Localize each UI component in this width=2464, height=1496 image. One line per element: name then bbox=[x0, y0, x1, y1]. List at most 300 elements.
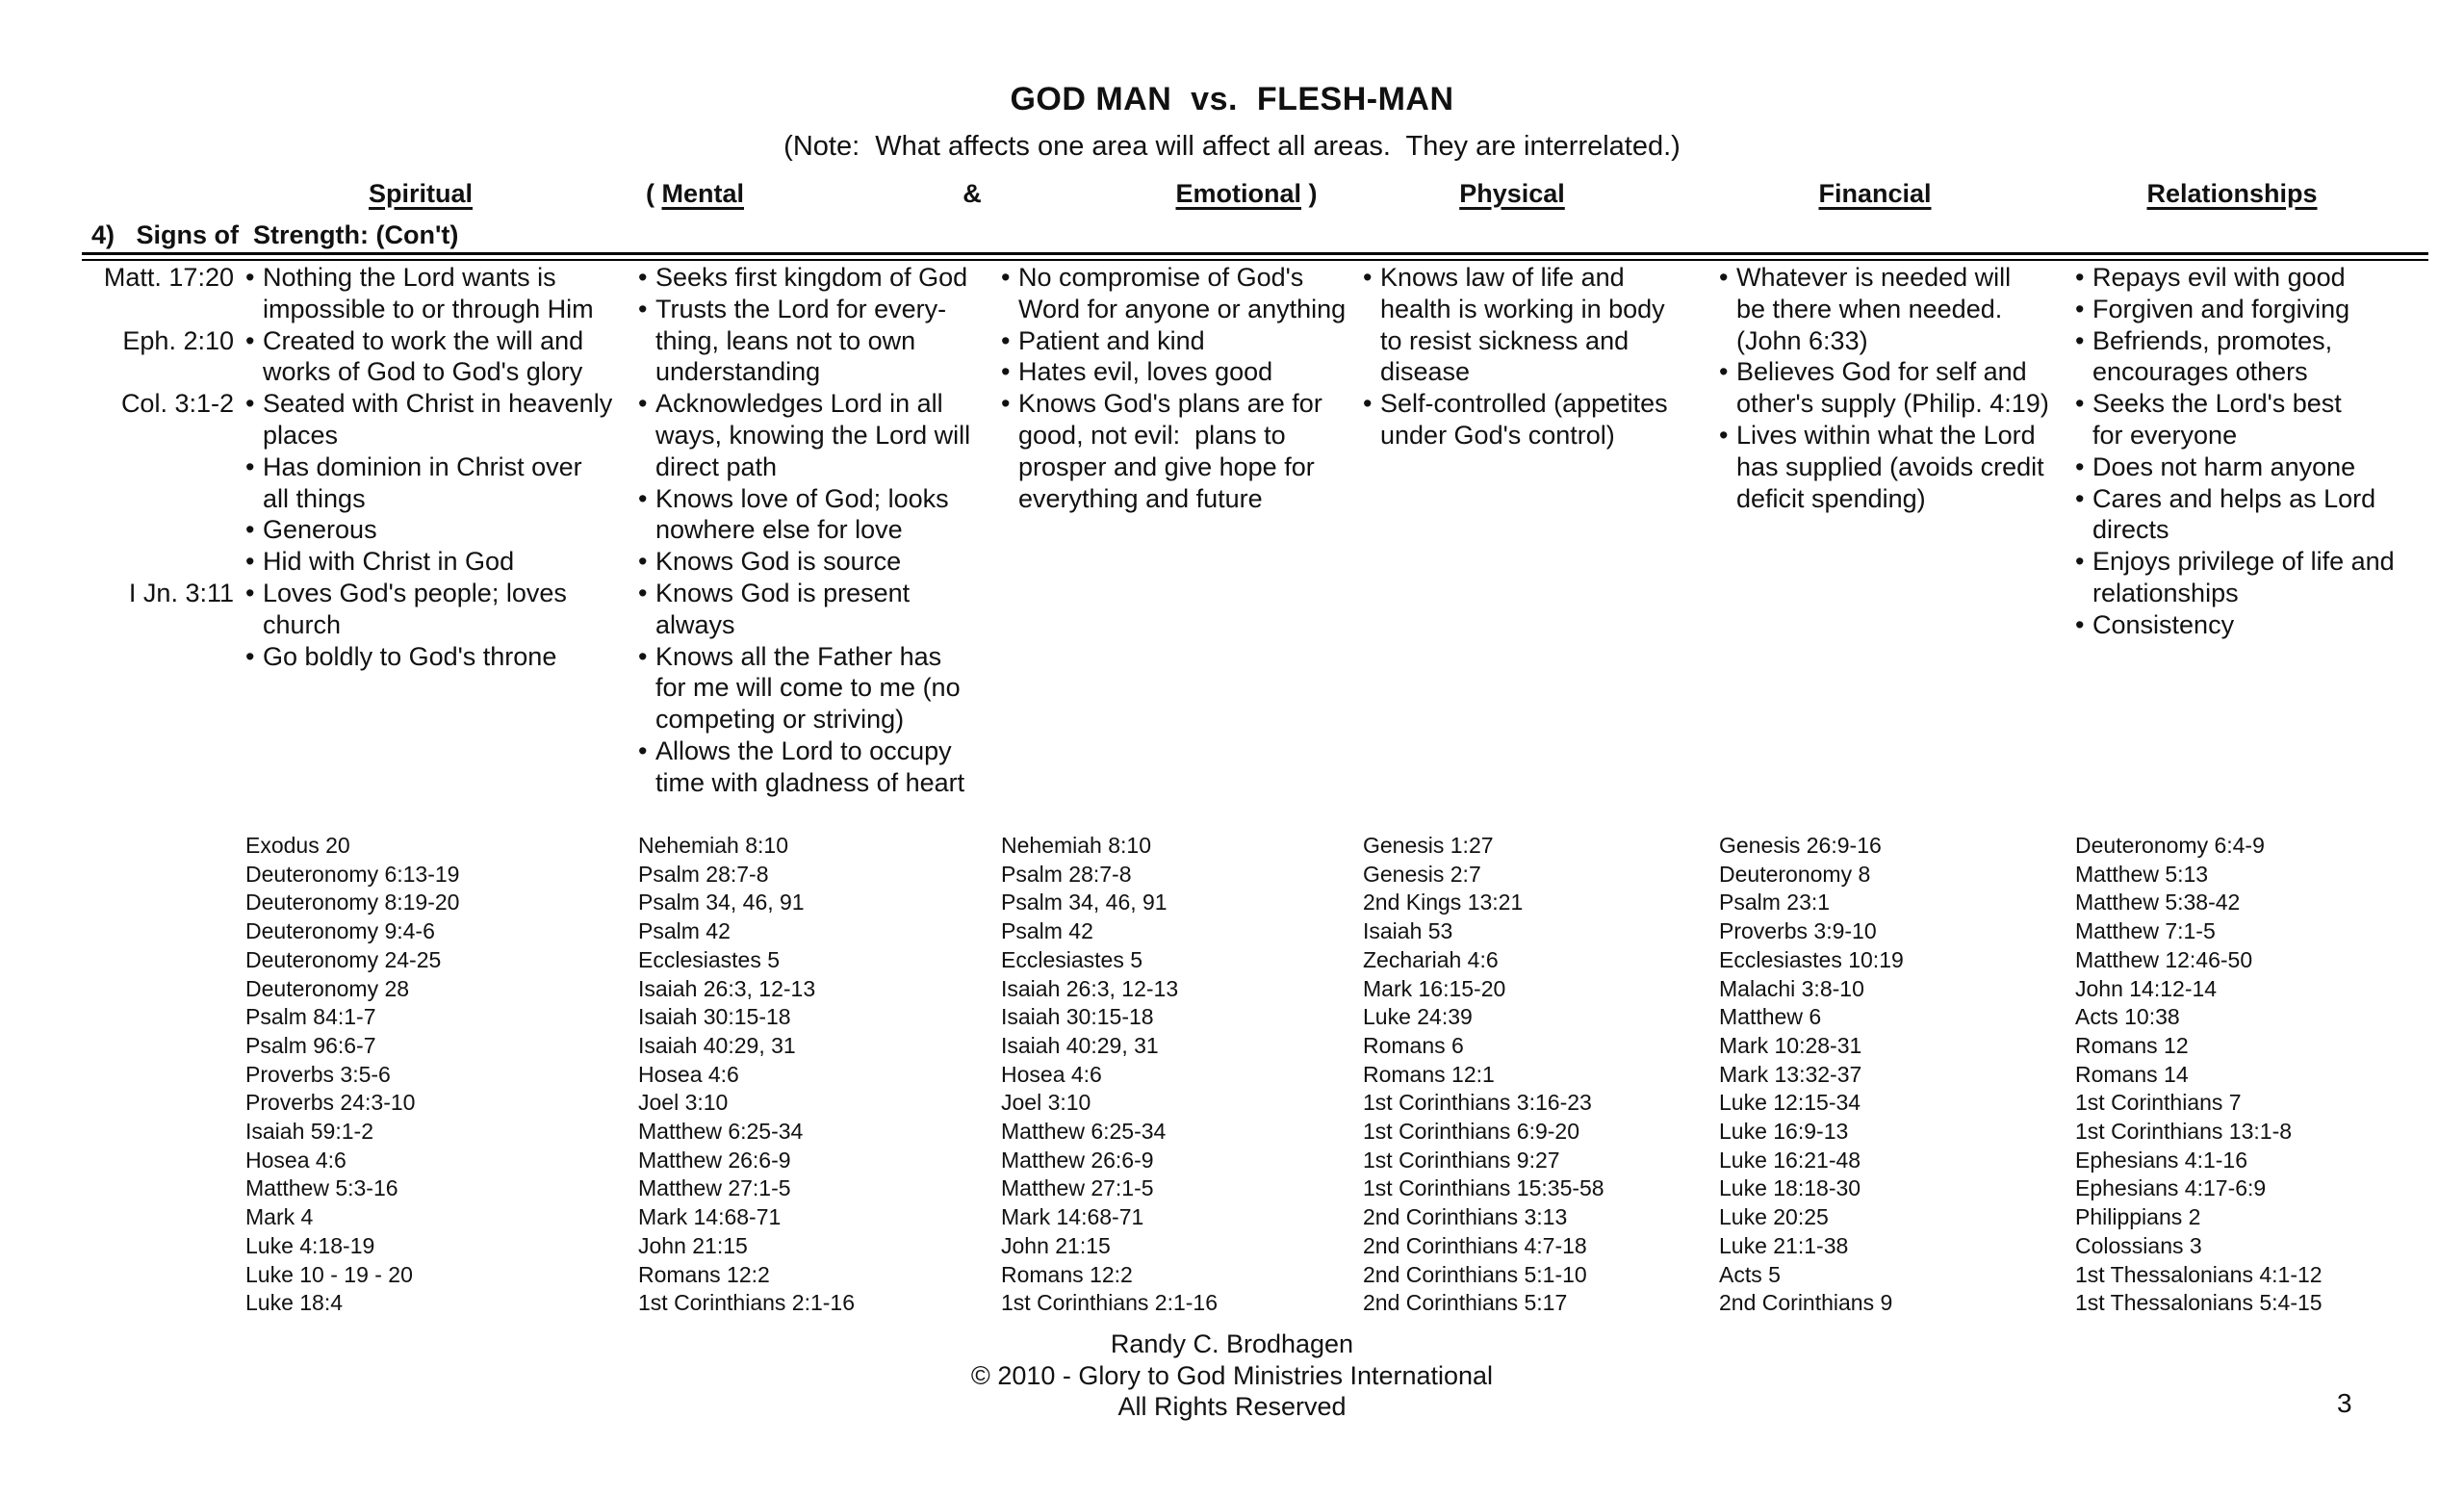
bullet-line: Go boldly to God's throne bbox=[263, 641, 557, 671]
bullet-line: Forgiven and forgiving bbox=[2092, 294, 2350, 323]
bullet-line: all things bbox=[263, 483, 366, 513]
bullet-line: Does not harm anyone bbox=[2092, 451, 2356, 481]
bullet-text bbox=[1380, 262, 1702, 388]
column-physical-refs bbox=[1363, 832, 1702, 1318]
column-financial-bullets bbox=[1719, 262, 2064, 514]
scripture-ref: Luke 12:15-34 bbox=[1719, 1090, 1861, 1116]
bullet-text bbox=[263, 325, 612, 389]
column-relationships-bullets bbox=[2075, 262, 2439, 641]
bullet-text bbox=[655, 578, 983, 641]
column-physical-bullets bbox=[1363, 262, 1702, 451]
scripture-ref: Zechariah 4:6 bbox=[1363, 946, 1499, 972]
scripture-ref: Matthew 27:1-5 bbox=[1001, 1175, 1154, 1201]
scripture-ref: Psalm 34, 46, 91 bbox=[1001, 890, 1168, 916]
bullet-icon: • bbox=[2075, 389, 2085, 419]
scripture-ref: Ephesians 4:1-16 bbox=[2075, 1147, 2248, 1173]
scripture-ref: Hosea 4:6 bbox=[245, 1147, 346, 1173]
scripture-ref: Romans 12:1 bbox=[1363, 1061, 1495, 1087]
bullet-line: Seeks the Lord's best bbox=[2092, 389, 2342, 419]
bullet-icon: • bbox=[245, 263, 255, 292]
header-label: Emotional bbox=[1175, 179, 1302, 208]
bullet-icon: • bbox=[638, 389, 648, 419]
scripture-ref: 1st Thessalonians 4:1-12 bbox=[2075, 1261, 2323, 1287]
bullet-line: Knows love of God; looks bbox=[655, 483, 949, 513]
scripture-ref: Acts 10:38 bbox=[2075, 1004, 2180, 1030]
bullet-item bbox=[638, 294, 983, 388]
bullet-line: Seated with Christ in heavenly bbox=[263, 389, 613, 419]
bullet-icon: • bbox=[2075, 483, 2085, 513]
bullet-text bbox=[1018, 262, 1349, 325]
bullet-line: Knows God is present bbox=[655, 578, 911, 607]
column-spiritual-bullets bbox=[85, 262, 612, 672]
scripture-ref: Psalm 42 bbox=[638, 918, 731, 944]
bullet-line: places bbox=[263, 420, 339, 450]
bullet-item bbox=[638, 546, 983, 578]
bullet-icon: • bbox=[638, 483, 648, 513]
bullet-item bbox=[638, 262, 983, 294]
bullet-line: under God's control) bbox=[1380, 420, 1615, 450]
scripture-ref: 1st Corinthians 13:1-8 bbox=[2075, 1119, 2293, 1145]
double-rule bbox=[82, 252, 2428, 261]
scripture-ref: Mark 10:28-31 bbox=[1719, 1032, 1862, 1058]
bullet-line: Consistency bbox=[2092, 609, 2235, 639]
scripture-ref: Mark 16:15-20 bbox=[1363, 975, 1506, 1001]
bullet-item bbox=[85, 388, 612, 451]
scripture-ref: Mark 14:68-71 bbox=[1001, 1204, 1144, 1230]
bullet-text bbox=[655, 262, 983, 294]
bullet-item bbox=[638, 641, 983, 735]
scripture-ref: Colossians 3 bbox=[2075, 1232, 2202, 1258]
scripture-ref: Isaiah 59:1-2 bbox=[245, 1119, 373, 1145]
scripture-ref: Matthew 5:38-42 bbox=[2075, 890, 2241, 916]
scripture-ref: Isaiah 53 bbox=[1363, 918, 1453, 944]
scripture-ref: Matthew 27:1-5 bbox=[638, 1175, 791, 1201]
bullet-icon: • bbox=[1001, 263, 1011, 292]
bullet-icon: • bbox=[1363, 389, 1373, 419]
bullet-text bbox=[263, 514, 612, 546]
scripture-ref: Matthew 5:13 bbox=[2075, 861, 2209, 887]
bullet-line: Cares and helps as Lord bbox=[2092, 483, 2376, 513]
column-header-emotional bbox=[1175, 179, 1317, 209]
scripture-ref: Matthew 5:3-16 bbox=[245, 1175, 398, 1201]
bullet-item bbox=[85, 514, 612, 546]
bullet-line: Hid with Christ in God bbox=[263, 547, 515, 577]
bullet-line: direct path bbox=[655, 451, 778, 481]
bullet-line: everything and future bbox=[1018, 483, 1263, 513]
bullet-icon: • bbox=[1001, 389, 1011, 419]
bullet-icon: • bbox=[245, 515, 255, 545]
bullet-item bbox=[85, 325, 612, 389]
bullet-line: Has dominion in Christ over bbox=[263, 451, 582, 481]
scripture-ref: Deuteronomy 8:19-20 bbox=[245, 890, 460, 916]
bullet-icon: • bbox=[638, 263, 648, 292]
bullet-text bbox=[1380, 388, 1702, 451]
bullet-line: for everyone bbox=[2092, 420, 2238, 450]
scripture-ref: Deuteronomy 8 bbox=[1719, 861, 1871, 887]
scripture-ref: Matthew 26:6-9 bbox=[638, 1147, 791, 1173]
bullet-text bbox=[655, 483, 983, 547]
bullet-text bbox=[2092, 451, 2439, 483]
bullet-text bbox=[655, 641, 983, 735]
scripture-ref: Matthew 7:1-5 bbox=[2075, 918, 2216, 944]
bullet-item bbox=[85, 578, 612, 641]
scripture-ref: Malachi 3:8-10 bbox=[1719, 975, 1864, 1001]
header-label: Relationships bbox=[2146, 179, 2318, 208]
column-emotional-refs bbox=[1001, 832, 1349, 1318]
bullet-text bbox=[263, 388, 612, 451]
bullet-icon: • bbox=[1001, 357, 1011, 387]
bullet-item bbox=[2075, 546, 2439, 609]
column-header-financial bbox=[1818, 179, 1931, 209]
bullet-text bbox=[2092, 325, 2439, 389]
bullet-line: be there when needed. bbox=[1736, 294, 2003, 323]
bullet-line: understanding bbox=[655, 357, 821, 387]
bullet-text bbox=[2092, 294, 2439, 325]
scripture-ref: Luke 24:39 bbox=[1363, 1004, 1473, 1030]
scripture-ref: Luke 4:18-19 bbox=[245, 1232, 375, 1258]
scripture-ref: Psalm 28:7-8 bbox=[1001, 861, 1132, 887]
header-label: Mental bbox=[661, 179, 745, 208]
column-emotional-bullets bbox=[1001, 262, 1349, 514]
bullet-item bbox=[1001, 356, 1349, 388]
bullet-icon: • bbox=[245, 325, 255, 355]
bullet-icon: • bbox=[245, 578, 255, 607]
scripture-ref: Matthew 26:6-9 bbox=[1001, 1147, 1154, 1173]
bullet-icon: • bbox=[1719, 357, 1729, 387]
scripture-ref: Isaiah 26:3, 12-13 bbox=[638, 975, 816, 1001]
bullet-item bbox=[1719, 262, 2064, 356]
bullet-item bbox=[638, 483, 983, 547]
bullet-item bbox=[2075, 483, 2439, 547]
bullet-line: Knows law of life and bbox=[1380, 263, 1625, 292]
bullet-text bbox=[1018, 356, 1349, 388]
bullet-text bbox=[2092, 388, 2439, 451]
bullet-text bbox=[1736, 356, 2064, 420]
scripture-ref: Luke 18:4 bbox=[245, 1290, 344, 1316]
scripture-ref: Ecclesiastes 10:19 bbox=[1719, 946, 1904, 972]
bullet-icon: • bbox=[2075, 294, 2085, 323]
scripture-ref: Romans 14 bbox=[2075, 1061, 2189, 1087]
column-mental-bullets bbox=[638, 262, 983, 799]
scripture-ref: Romans 6 bbox=[1363, 1032, 1464, 1058]
scripture-ref: Hosea 4:6 bbox=[1001, 1061, 1102, 1087]
scripture-ref: Mark 14:68-71 bbox=[638, 1204, 782, 1230]
bullet-text bbox=[2092, 546, 2439, 609]
scripture-ref: Nehemiah 8:10 bbox=[638, 833, 788, 858]
bullet-icon: • bbox=[245, 547, 255, 577]
bullet-icon: • bbox=[638, 294, 648, 323]
scripture-ref: Psalm 34, 46, 91 bbox=[638, 890, 805, 916]
scripture-ref: Joel 3:10 bbox=[638, 1090, 729, 1116]
bullet-item bbox=[2075, 325, 2439, 389]
scripture-ref: Deuteronomy 6:4-9 bbox=[2075, 833, 2265, 858]
scripture-ref: Joel 3:10 bbox=[1001, 1090, 1091, 1116]
scripture-ref: Luke 21:1-38 bbox=[1719, 1232, 1849, 1258]
bullet-line: Enjoys privilege of life and bbox=[2092, 547, 2395, 577]
scripture-ref: John 14:12-14 bbox=[2075, 975, 2218, 1001]
bullet-icon: • bbox=[245, 641, 255, 671]
column-header-physical bbox=[1459, 179, 1565, 209]
scripture-ref: Luke 16:21-48 bbox=[1719, 1147, 1861, 1173]
header-suffix: ) bbox=[1301, 179, 1318, 208]
scripture-ref: Romans 12:2 bbox=[1001, 1261, 1133, 1287]
bullet-line: Allows the Lord to occupy bbox=[655, 735, 952, 765]
bullet-line: Word for anyone or anything bbox=[1018, 294, 1347, 323]
scripture-ref: Deuteronomy 9:4-6 bbox=[245, 918, 435, 944]
bullet-item bbox=[2075, 609, 2439, 641]
bullet-text bbox=[655, 294, 983, 388]
scripture-ref: John 21:15 bbox=[638, 1232, 748, 1258]
bullet-icon: • bbox=[245, 451, 255, 481]
bullet-item bbox=[85, 451, 612, 515]
scripture-ref: Genesis 26:9-16 bbox=[1719, 833, 1882, 858]
bullet-item bbox=[1363, 262, 1702, 388]
scripture-ref: Psalm 42 bbox=[1001, 918, 1093, 944]
footer-rights: All Rights Reserved bbox=[1117, 1392, 1347, 1421]
bullet-item bbox=[1719, 420, 2064, 514]
scripture-ref: Luke 20:25 bbox=[1719, 1204, 1829, 1230]
footer-author: Randy C. Brodhagen bbox=[1110, 1329, 1354, 1358]
scripture-ref: Genesis 2:7 bbox=[1363, 861, 1481, 887]
column-header-ampersand bbox=[962, 179, 982, 209]
bullet-text bbox=[2092, 262, 2439, 294]
bullet-item bbox=[638, 735, 983, 799]
bullet-text bbox=[263, 451, 612, 515]
bullet-text bbox=[263, 262, 612, 325]
page-title: GOD MAN vs. FLESH-MAN bbox=[1010, 81, 1454, 117]
scripture-ref: John 21:15 bbox=[1001, 1232, 1111, 1258]
bullet-icon: • bbox=[638, 547, 648, 577]
bullet-line: impossible to or through Him bbox=[263, 294, 594, 323]
column-header-mental bbox=[646, 179, 744, 209]
bullet-line: Knows God is source bbox=[655, 547, 902, 577]
column-spiritual-refs bbox=[245, 832, 611, 1318]
scripture-ref: Matthew 12:46-50 bbox=[2075, 946, 2253, 972]
scripture-ref: Isaiah 30:15-18 bbox=[638, 1004, 791, 1030]
bullet-text bbox=[263, 546, 612, 578]
scripture-margin-ref: Matt. 17:20 bbox=[103, 263, 234, 292]
bullet-item bbox=[85, 262, 612, 325]
bullet-text bbox=[1736, 420, 2064, 514]
scripture-ref: 2nd Corinthians 3:13 bbox=[1363, 1204, 1568, 1230]
scripture-ref: 2nd Corinthians 5:17 bbox=[1363, 1290, 1568, 1316]
scripture-ref: 1st Corinthians 3:16-23 bbox=[1363, 1090, 1592, 1116]
bullet-line: relationships bbox=[2092, 578, 2239, 607]
bullet-icon: • bbox=[638, 578, 648, 607]
bullet-item bbox=[85, 641, 612, 673]
scripture-ref: Romans 12 bbox=[2075, 1032, 2189, 1058]
scripture-ref: Psalm 84:1-7 bbox=[245, 1004, 376, 1030]
bullet-line: Knows all the Father has bbox=[655, 641, 942, 671]
bullet-item bbox=[2075, 451, 2439, 483]
bullet-line: disease bbox=[1380, 357, 1471, 387]
column-relationships-refs bbox=[2075, 832, 2439, 1318]
page-number: 3 bbox=[2337, 1388, 2352, 1418]
scripture-ref: Mark 13:32-37 bbox=[1719, 1061, 1862, 1087]
bullet-item bbox=[85, 546, 612, 578]
bullet-line: Believes God for self and bbox=[1736, 357, 2027, 387]
bullet-icon: • bbox=[638, 641, 648, 671]
scripture-margin-ref: I Jn. 3:11 bbox=[128, 578, 234, 607]
scripture-ref: Hosea 4:6 bbox=[638, 1061, 739, 1087]
scripture-ref: 1st Corinthians 7 bbox=[2075, 1090, 2242, 1116]
scripture-margin-ref: Col. 3:1-2 bbox=[120, 389, 234, 419]
bullet-line: Befriends, promotes, bbox=[2092, 325, 2333, 355]
scripture-ref: 2nd Corinthians 9 bbox=[1719, 1290, 1893, 1316]
scripture-ref: 1st Corinthians 2:1-16 bbox=[1001, 1290, 1219, 1316]
scripture-ref: Proverbs 24:3-10 bbox=[245, 1090, 416, 1116]
bullet-line: other's supply (Philip. 4:19) bbox=[1736, 389, 2049, 419]
scripture-ref: 1st Corinthians 6:9-20 bbox=[1363, 1119, 1580, 1145]
bullet-line: prosper and give hope for bbox=[1018, 451, 1315, 481]
bullet-item bbox=[1001, 325, 1349, 357]
scripture-ref: Proverbs 3:9-10 bbox=[1719, 918, 1877, 944]
scripture-ref: 1st Corinthians 9:27 bbox=[1363, 1147, 1560, 1173]
bullet-line: Seeks first kingdom of God bbox=[655, 263, 968, 292]
bullet-text bbox=[1018, 388, 1349, 514]
bullet-line: ways, knowing the Lord will bbox=[655, 420, 971, 450]
bullet-item bbox=[638, 388, 983, 482]
scripture-ref: Luke 10 - 19 - 20 bbox=[245, 1261, 413, 1287]
bullet-text bbox=[263, 578, 612, 641]
bullet-line: deficit spending) bbox=[1736, 483, 1926, 513]
bullet-line: Patient and kind bbox=[1018, 325, 1205, 355]
header-label: Spiritual bbox=[368, 179, 474, 208]
scripture-ref: Ecclesiastes 5 bbox=[638, 946, 781, 972]
scripture-ref: Exodus 20 bbox=[245, 833, 350, 858]
bullet-item bbox=[1719, 356, 2064, 420]
header-label: Physical bbox=[1459, 179, 1565, 208]
bullet-line: for me will come to me (no bbox=[655, 673, 961, 703]
bullet-line: encourages others bbox=[2092, 357, 2308, 387]
bullet-item bbox=[638, 578, 983, 641]
scripture-ref: Matthew 6:25-34 bbox=[638, 1119, 804, 1145]
bullet-line: Whatever is needed will bbox=[1736, 263, 2012, 292]
bullet-line: works of God to God's glory bbox=[263, 357, 583, 387]
bullet-line: Generous bbox=[263, 515, 377, 545]
bullet-line: Repays evil with good bbox=[2092, 263, 2346, 292]
bullet-text bbox=[263, 641, 612, 673]
bullet-line: competing or striving) bbox=[655, 705, 905, 735]
scripture-ref: 2nd Corinthians 5:1-10 bbox=[1363, 1261, 1587, 1287]
scripture-ref: 1st Thessalonians 5:4-15 bbox=[2075, 1290, 2323, 1316]
bullet-icon: • bbox=[2075, 547, 2085, 577]
scripture-ref: Deuteronomy 28 bbox=[245, 975, 410, 1001]
bullet-text bbox=[2092, 483, 2439, 547]
bullet-icon: • bbox=[2075, 263, 2085, 292]
bullet-text bbox=[1736, 262, 2064, 356]
column-financial-refs bbox=[1719, 832, 2064, 1318]
bullet-item bbox=[1001, 388, 1349, 514]
column-mental-refs bbox=[638, 832, 983, 1318]
column-header-spiritual bbox=[369, 179, 473, 209]
bullet-icon: • bbox=[1719, 420, 1729, 450]
bullet-line: Nothing the Lord wants is bbox=[263, 263, 556, 292]
scripture-ref: 1st Corinthians 2:1-16 bbox=[638, 1290, 856, 1316]
scripture-ref: Proverbs 3:5-6 bbox=[245, 1061, 391, 1087]
scripture-ref: Luke 18:18-30 bbox=[1719, 1175, 1861, 1201]
bullet-line: time with gladness of heart bbox=[655, 767, 965, 797]
bullet-item bbox=[2075, 294, 2439, 325]
scripture-ref: Matthew 6 bbox=[1719, 1004, 1822, 1030]
bullet-icon: • bbox=[1719, 263, 1729, 292]
bullet-line: has supplied (avoids credit bbox=[1736, 451, 2044, 481]
bullet-line: directs bbox=[2092, 515, 2169, 545]
bullet-line: health is working in body bbox=[1380, 294, 1665, 323]
scripture-ref: Psalm 96:6-7 bbox=[245, 1032, 376, 1058]
bullet-icon: • bbox=[638, 735, 648, 765]
section-heading: 4) Signs of Strength: (Con't) bbox=[91, 220, 459, 249]
bullet-line: thing, leans not to own bbox=[655, 325, 916, 355]
footer bbox=[0, 1328, 2464, 1423]
scripture-ref: Isaiah 26:3, 12-13 bbox=[1001, 975, 1179, 1001]
scripture-ref: Isaiah 30:15-18 bbox=[1001, 1004, 1154, 1030]
bullet-line: church bbox=[263, 609, 342, 639]
scripture-ref: Luke 16:9-13 bbox=[1719, 1119, 1849, 1145]
footer-copyright: © 2010 - Glory to God Ministries International bbox=[970, 1360, 1494, 1390]
scripture-ref: Psalm 23:1 bbox=[1719, 890, 1831, 916]
bullet-line: nowhere else for love bbox=[655, 515, 903, 545]
bullet-text bbox=[655, 388, 983, 482]
bullet-line: Knows God's plans are for bbox=[1018, 389, 1322, 419]
header-prefix: ( bbox=[645, 179, 662, 208]
bullet-text bbox=[2092, 609, 2439, 641]
scripture-ref: Nehemiah 8:10 bbox=[1001, 833, 1151, 858]
scripture-ref: Ephesians 4:17-6:9 bbox=[2075, 1175, 2267, 1201]
bullet-line: Created to work the will and bbox=[263, 325, 584, 355]
header-label: & bbox=[962, 179, 982, 208]
scripture-ref: Mark 4 bbox=[245, 1204, 314, 1230]
bullet-icon: • bbox=[1001, 325, 1011, 355]
bullet-text bbox=[655, 546, 983, 578]
scripture-ref: Deuteronomy 6:13-19 bbox=[245, 861, 460, 887]
scripture-ref: Genesis 1:27 bbox=[1363, 833, 1494, 858]
scripture-ref: 1st Corinthians 15:35-58 bbox=[1363, 1175, 1604, 1201]
scripture-margin-ref: Eph. 2:10 bbox=[122, 325, 234, 355]
bullet-line: (John 6:33) bbox=[1736, 325, 1868, 355]
bullet-item bbox=[1363, 388, 1702, 451]
scripture-ref: Deuteronomy 24-25 bbox=[245, 946, 442, 972]
bullet-line: to resist sickness and bbox=[1380, 325, 1630, 355]
scripture-ref: Isaiah 40:29, 31 bbox=[1001, 1032, 1159, 1058]
bullet-icon: • bbox=[2075, 451, 2085, 481]
bullet-icon: • bbox=[2075, 325, 2085, 355]
bullet-line: Loves God's people; loves bbox=[263, 578, 567, 607]
bullet-item bbox=[1001, 262, 1349, 325]
scripture-ref: Philippians 2 bbox=[2075, 1204, 2201, 1230]
scripture-ref: Isaiah 40:29, 31 bbox=[638, 1032, 796, 1058]
bullet-line: always bbox=[655, 609, 735, 639]
bullet-icon: • bbox=[2075, 609, 2085, 639]
scripture-ref: Romans 12:2 bbox=[638, 1261, 770, 1287]
bullet-icon: • bbox=[245, 389, 255, 419]
bullet-text bbox=[655, 735, 983, 799]
bullet-line: good, not evil: plans to bbox=[1018, 420, 1286, 450]
bullet-icon: • bbox=[1363, 263, 1373, 292]
bullet-item bbox=[2075, 388, 2439, 451]
scripture-ref: 2nd Corinthians 4:7-18 bbox=[1363, 1232, 1587, 1258]
scripture-ref: 2nd Kings 13:21 bbox=[1363, 890, 1524, 916]
scripture-ref: Matthew 6:25-34 bbox=[1001, 1119, 1167, 1145]
column-header-relationships bbox=[2146, 179, 2317, 209]
header-label: Financial bbox=[1818, 179, 1932, 208]
scripture-ref: Psalm 28:7-8 bbox=[638, 861, 769, 887]
page-subtitle: (Note: What affects one area will affect all areas. They are interrelated.) bbox=[783, 131, 1681, 162]
bullet-line: Self-controlled (appetites bbox=[1380, 389, 1668, 419]
bullet-item bbox=[2075, 262, 2439, 294]
bullet-line: Lives within what the Lord bbox=[1736, 420, 2036, 450]
bullet-line: No compromise of God's bbox=[1018, 263, 1304, 292]
